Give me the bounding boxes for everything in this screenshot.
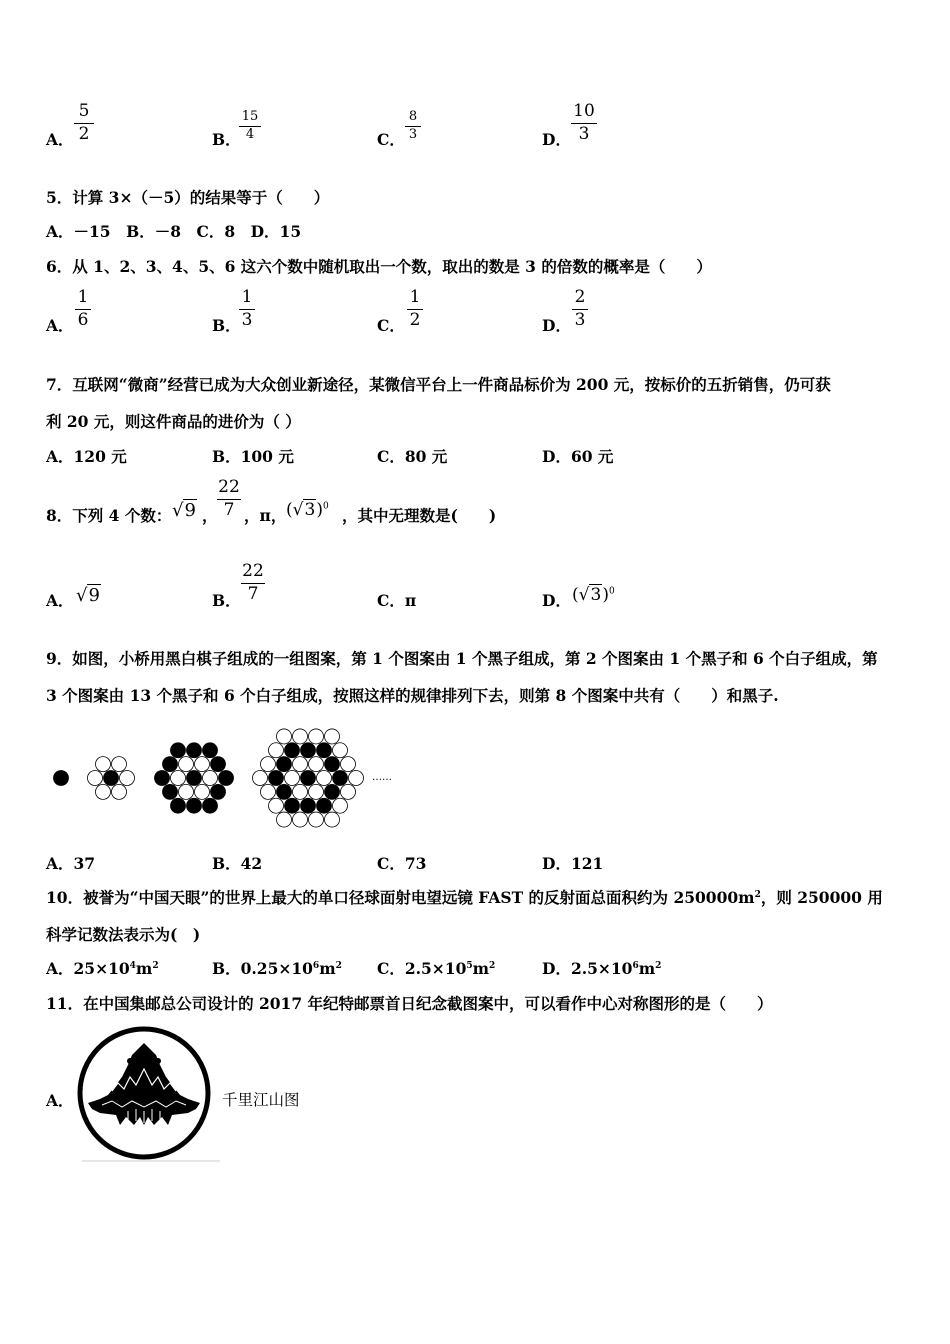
black-stone [155, 771, 170, 786]
white-stone [195, 784, 210, 799]
q9-ellipsis: …… [372, 772, 392, 783]
white-stone [261, 757, 276, 772]
white-stone [96, 784, 111, 799]
pattern-3 [155, 743, 234, 813]
q10-option-d: D．$2.5\times 10^6m^2$ [542, 959, 662, 978]
white-stone [195, 757, 210, 772]
white-stone [309, 757, 324, 772]
black-stone [325, 757, 340, 772]
q8-option-c: C．π [377, 591, 417, 610]
white-stone [277, 812, 292, 827]
q9-option-b: B．42 [212, 854, 263, 873]
white-stone [112, 784, 127, 799]
q10-question-line2: 科学记数法表示为( ) [46, 925, 201, 944]
q8-fraction: 22 7 [218, 477, 240, 520]
black-stone [285, 798, 300, 813]
q9-question-line2: 3 个图案由 13 个黑子和 6 个白子组成，按照这样的规律排列下去，则第 8 个图案中共有（ ）和黑子. [46, 686, 779, 705]
white-stone [293, 757, 308, 772]
white-stone [341, 757, 356, 772]
black-stone [317, 798, 332, 813]
white-stone [293, 812, 308, 827]
q6-option-b-label: B． [212, 316, 241, 335]
black-stone [317, 743, 332, 758]
q8-option-b-label: B． [212, 591, 241, 610]
pattern-2 [88, 757, 135, 800]
q11-stamp-caption: 千里江山图 [222, 1091, 300, 1109]
black-stone [187, 771, 202, 786]
pattern-1 [54, 771, 69, 786]
white-stone [285, 771, 300, 786]
black-stone [187, 743, 202, 758]
q10-option-b: B．$0.25\times 10^6m^2$ [212, 959, 342, 978]
q6-option-a-label: A． [46, 316, 74, 335]
q4-option-b-label: B． [212, 130, 241, 149]
q6-option-d-label: D． [542, 316, 571, 335]
q4-option-a-label: A． [46, 130, 74, 149]
white-stone [88, 771, 103, 786]
q6-option-d-fraction: 2 3 [572, 288, 588, 330]
q7-option-d: D．60 元 [542, 447, 614, 466]
q8-sqrt9: √9 [172, 500, 196, 521]
q6-option-b-fraction: 1 3 [239, 288, 255, 330]
white-stone [179, 784, 194, 799]
white-stone [112, 757, 127, 772]
white-stone [277, 729, 292, 744]
q8-option-a-label: A． [46, 591, 74, 610]
q10-question-line1: 10．被誉为“中国天眼”的世界上最大的单口径球面射电望远镜 FAST 的反射面总面积约为 $250000m^2$，则 250000 用 [46, 888, 883, 907]
black-stone [171, 743, 186, 758]
q7-option-c: C．80 元 [377, 447, 448, 466]
q4-option-c-label: C． [377, 130, 405, 149]
q9-option-d: D．121 [542, 854, 604, 873]
q6-option-a-fraction: 1 6 [75, 288, 91, 330]
black-stone [171, 798, 186, 813]
white-stone [293, 729, 308, 744]
black-stone [301, 743, 316, 758]
black-stone [203, 743, 218, 758]
black-stone [285, 743, 300, 758]
q4-option-c-fraction: 8 3 [405, 110, 421, 143]
white-stone [325, 729, 340, 744]
pattern-4 [253, 729, 364, 827]
white-stone [325, 812, 340, 827]
q7-option-a: A．120 元 [46, 447, 127, 466]
white-stone [333, 798, 348, 813]
q4-option-a-fraction: 5 2 [74, 102, 94, 144]
black-stone [187, 798, 202, 813]
black-stone [163, 784, 178, 799]
white-stone [341, 784, 356, 799]
q8-comma: ， [202, 506, 218, 525]
white-stone [293, 784, 308, 799]
q4-option-d-fraction: 10 3 [571, 102, 597, 144]
white-stone [333, 743, 348, 758]
q9-option-c: C．73 [377, 854, 427, 873]
white-stone [309, 812, 324, 827]
black-stone [211, 757, 226, 772]
q8-option-a-sqrt9: √9 [76, 585, 100, 606]
black-stone [277, 784, 292, 799]
q8-option-b-fraction: 22 7 [242, 561, 264, 604]
white-stone [317, 771, 332, 786]
black-stone [54, 771, 69, 786]
black-stone [211, 784, 226, 799]
white-stone [120, 771, 135, 786]
white-stone [203, 771, 218, 786]
q5-options: A．－15 B．－8 C．8 D．15 [46, 222, 302, 241]
black-stone [203, 798, 218, 813]
q11-question: 11．在中国集邮总公司设计的 2017 年纪特邮票首日纪念截图案中，可以看作中心对称图形的是（ ） [46, 994, 773, 1013]
q7-question-line2: 利 20 元，则这件商品的进价为（ ） [46, 412, 301, 431]
q4-option-d-label: D． [542, 130, 571, 149]
white-stone [261, 784, 276, 799]
white-stone [171, 771, 186, 786]
q9-question-line1: 9．如图，小桥用黑白棋子组成的一组图案，第 1 个图案由 1 个黑子组成，第 2 个图案由 1 个黑子和 6 个白子组成，第 [46, 649, 878, 668]
q7-question-line1: 7．互联网“微商”经营已成为大众创业新途径，某微信平台上一件商品标价为 200 元，按标价的五折销售，仍可获 [46, 375, 831, 394]
q8-option-d-label: D． [542, 591, 571, 610]
q6-option-c-label: C． [377, 316, 405, 335]
black-stone [104, 771, 119, 786]
black-stone [219, 771, 234, 786]
q8-suffix: ，其中无理数是( ) [342, 506, 497, 525]
q10-option-a: A．$25\times 10^4m^2$ [46, 959, 159, 978]
black-stone [269, 771, 284, 786]
white-stone [309, 784, 324, 799]
white-stone [269, 798, 284, 813]
white-stone [96, 757, 111, 772]
q5-question: 5．计算 3×（－5）的结果等于（ ） [46, 188, 330, 207]
q8-option-d-sqrt3-power: $(√3)^0$ [572, 585, 615, 605]
q11-option-a-label: A． [46, 1091, 74, 1110]
black-stone [163, 757, 178, 772]
black-stone [301, 771, 316, 786]
white-stone [253, 771, 268, 786]
q4-option-b-fraction: 15 4 [239, 110, 261, 143]
q8-sqrt3-power: $(√3)^0$ [286, 500, 329, 520]
q7-option-b: B．100 元 [212, 447, 294, 466]
q9-go-stone-patterns [40, 722, 420, 830]
q11-stamp-image [72, 1025, 222, 1165]
white-stone [179, 757, 194, 772]
q6-question: 6．从 1、2、3、4、5、6 这六个数中随机取出一个数，取出的数是 3 的倍数的概率是（ ） [46, 257, 712, 276]
white-stone [269, 743, 284, 758]
q9-option-a: A．37 [46, 854, 96, 873]
q10-option-c: C．$2.5\times 10^5m^2$ [377, 959, 496, 978]
q8-prefix: 8．下列 4 个数： [46, 506, 172, 525]
q8-pi: ，π， [244, 506, 287, 525]
black-stone [325, 784, 340, 799]
white-stone [349, 771, 364, 786]
white-stone [309, 729, 324, 744]
q6-option-c-fraction: 1 2 [407, 288, 423, 330]
black-stone [277, 757, 292, 772]
black-stone [301, 798, 316, 813]
black-stone [333, 771, 348, 786]
